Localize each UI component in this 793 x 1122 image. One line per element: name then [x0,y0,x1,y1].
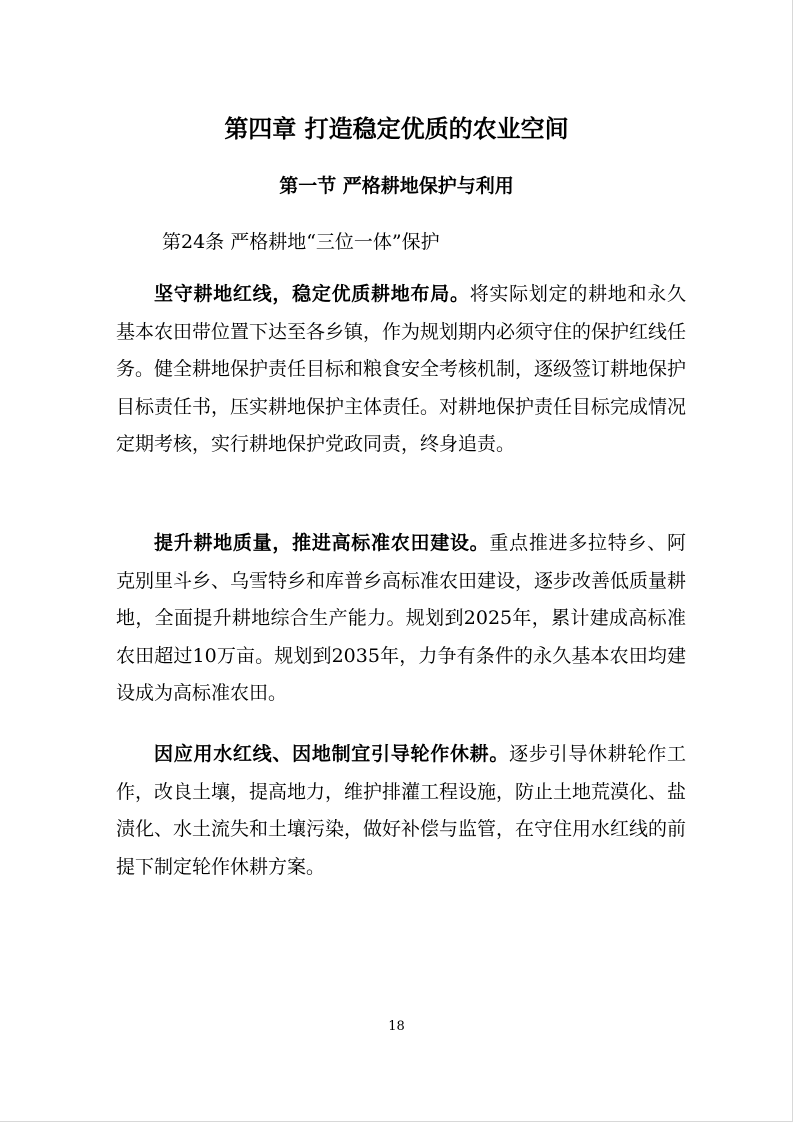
paragraph-body: 将实际划定的耕地和永久基本农田带位置下达至各乡镇，作为规划期内必须守住的保护红线任务。健全耕地保护责任目标和粮食安全考核机制，逐级签订耕地保护目标责任书，压实耕地保护主体责任。对耕地保护责任目标完成情况定期考核，实行耕地保护党政同责，终身追责。 [116,283,687,455]
paragraph-cultivated-land-red-line [116,276,686,464]
section-title: 第一节 严格耕地保护与利用 [279,175,514,197]
paragraph-farmland-quality [116,525,686,713]
paragraph-crop-rotation [116,736,686,886]
article-title: 第24条 严格耕地“三位一体”保护 [162,231,440,253]
paragraph-body: 重点推进多拉特乡、阿克别里斗乡、乌雪特乡和库普乡高标准农田建设，逐步改善低质量耕地，全面提升耕地综合生产能力。规划到2025年，累计建成高标准农田超过10万亩。规划到2035年，力争有条件的永久基本农田均建设成为高标准农田。 [116,532,687,704]
paragraph-body: 逐步引导休耕轮作工作，改良土壤，提高地力，维护排灌工程设施，防止土地荒漠化、盐渍化、水土流失和土壤污染，做好补偿与监管，在守住用水红线的前提下制定轮作休耕方案。 [116,743,687,878]
paragraph-lead: 提升耕地质量，推进高标准农田建设。 [154,532,490,554]
paragraph-lead: 因应用水红线、因地制宜引导轮作休耕。 [154,743,510,765]
page-number: 18 [388,1019,405,1034]
chapter-title: 第四章 打造稳定优质的农业空间 [224,114,569,143]
paragraph-lead: 坚守耕地红线，稳定优质耕地布局。 [154,283,470,305]
